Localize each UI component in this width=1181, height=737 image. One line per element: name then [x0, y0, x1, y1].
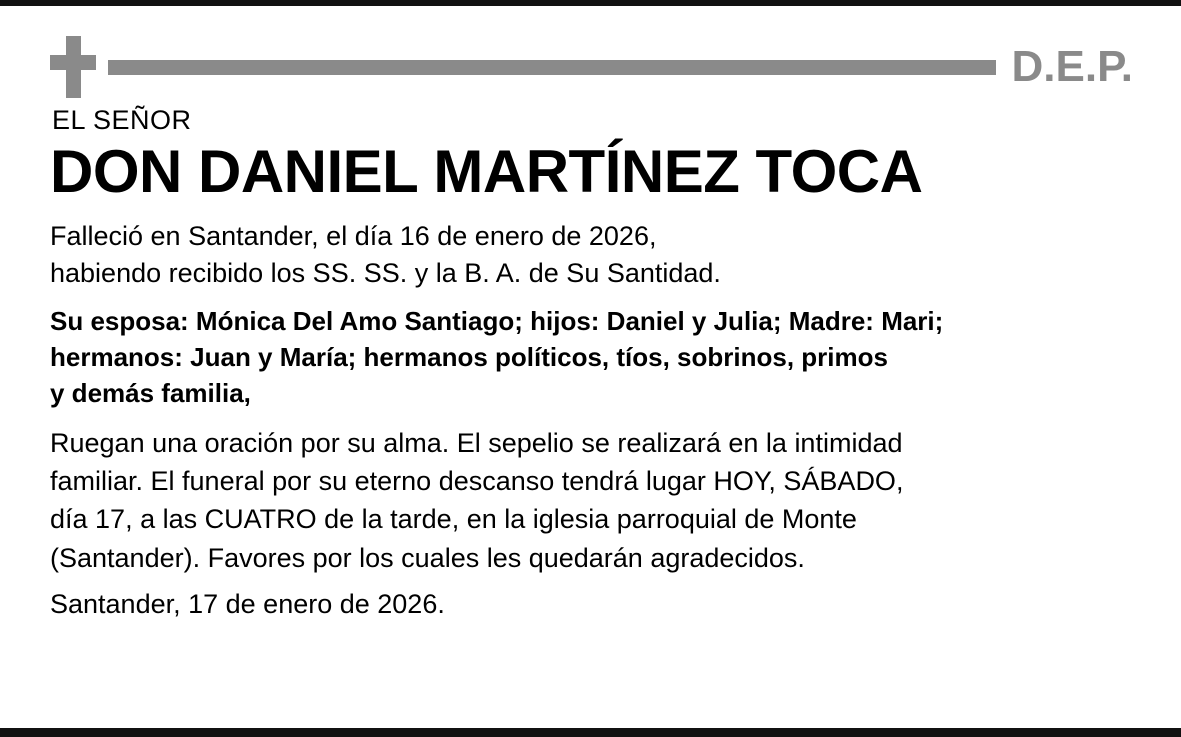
dep-label: D.E.P. — [1011, 42, 1133, 91]
funeral-details — [50, 424, 1133, 577]
family-line: Su esposa: Mónica Del Amo Santiago; hijos: Daniel y Julia; Madre: Mari; — [50, 305, 944, 336]
surviving-family — [50, 304, 1133, 412]
funeral-details-line: (Santander). Favores por los cuales les quedarán agradecidos. — [50, 542, 805, 573]
place-and-date: Santander, 17 de enero de 2026. — [50, 588, 445, 619]
notice-body — [0, 6, 1181, 622]
death-info — [50, 218, 1133, 291]
family-line: hermanos: Juan y María; hermanos políticos, tíos, sobrinos, primos — [50, 341, 888, 372]
funeral-details-line: día 17, a las CUATRO de la tarde, en la iglesia parroquial de Monte — [50, 504, 857, 535]
cross-icon — [50, 36, 96, 98]
death-info-line: habiendo recibido los SS. SS. y la B. A. de Su Santidad. — [50, 258, 721, 289]
funeral-details-line: familiar. El funeral por su eterno descanso tendrá lugar HOY, SÁBADO, — [50, 465, 904, 496]
header-divider-rule — [108, 60, 996, 75]
funeral-details-line: Ruegan una oración por su alma. El sepelio se realizará en la intimidad — [50, 427, 903, 458]
family-line: y demás familia, — [50, 377, 251, 408]
cross-horizontal-bar — [50, 55, 96, 70]
death-info-line: Falleció en Santander, el día 16 de enero de 2026, — [50, 221, 657, 252]
deceased-name: DON DANIEL MARTÍNEZ TOCA — [50, 137, 923, 205]
notice-header — [50, 32, 1133, 102]
eulogy-label: EL SEÑOR — [52, 105, 192, 135]
